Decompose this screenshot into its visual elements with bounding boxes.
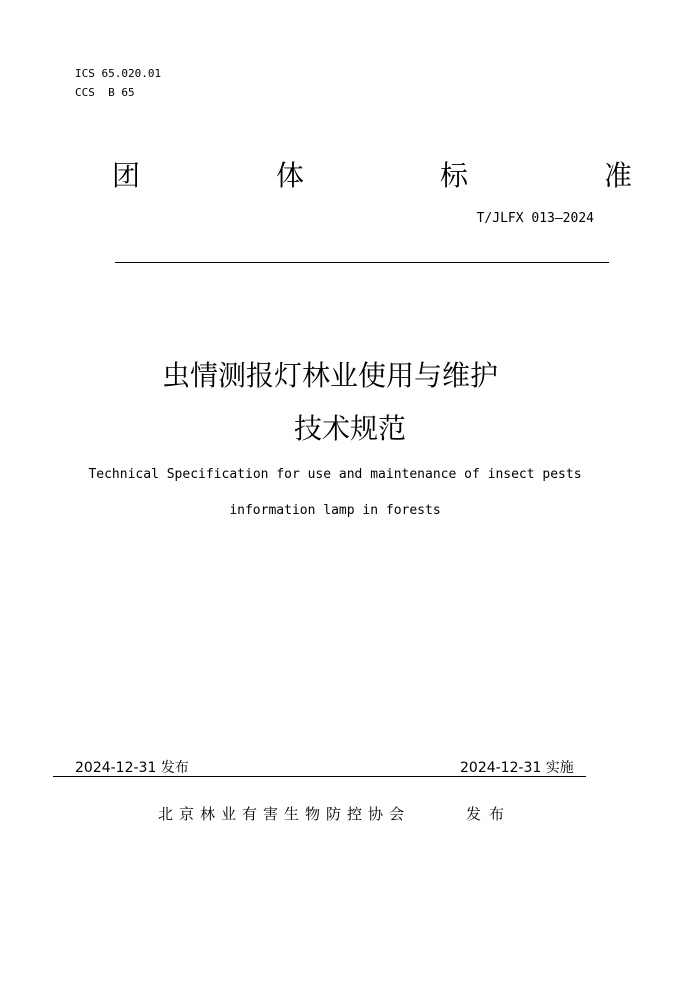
- footer-divider: [53, 776, 586, 777]
- standard-type-char: 准: [603, 159, 632, 192]
- standard-number: T/JLFX 013—2024: [476, 211, 594, 226]
- chinese-title-line-1: [0, 356, 700, 396]
- chinese-title-line-2: 技术规范: [293, 412, 406, 445]
- ics-code: ICS 65.020.01: [75, 67, 162, 80]
- ccs-code: CCS B 65: [75, 86, 135, 99]
- publish-date: 2024-12-31 发布: [75, 760, 189, 776]
- standard-type-char: 体: [275, 159, 304, 192]
- standard-type-char: 标: [439, 159, 468, 192]
- chinese-title-line-1-text: 虫情测报灯林业使用与维护: [161, 359, 498, 392]
- english-title-line-1: Technical Specification for use and maintenance of insect pests: [88, 467, 582, 482]
- standard-type-char: 团: [112, 159, 141, 192]
- issuing-organization: 北京林业有害生物防控协会: [158, 805, 411, 823]
- issue-label: 发布: [466, 805, 513, 823]
- header-divider: [115, 262, 609, 263]
- english-title-line-2: information lamp in forests: [229, 503, 441, 518]
- implement-date: 2024-12-31 实施: [460, 760, 574, 776]
- standard-type-heading: [112, 156, 632, 196]
